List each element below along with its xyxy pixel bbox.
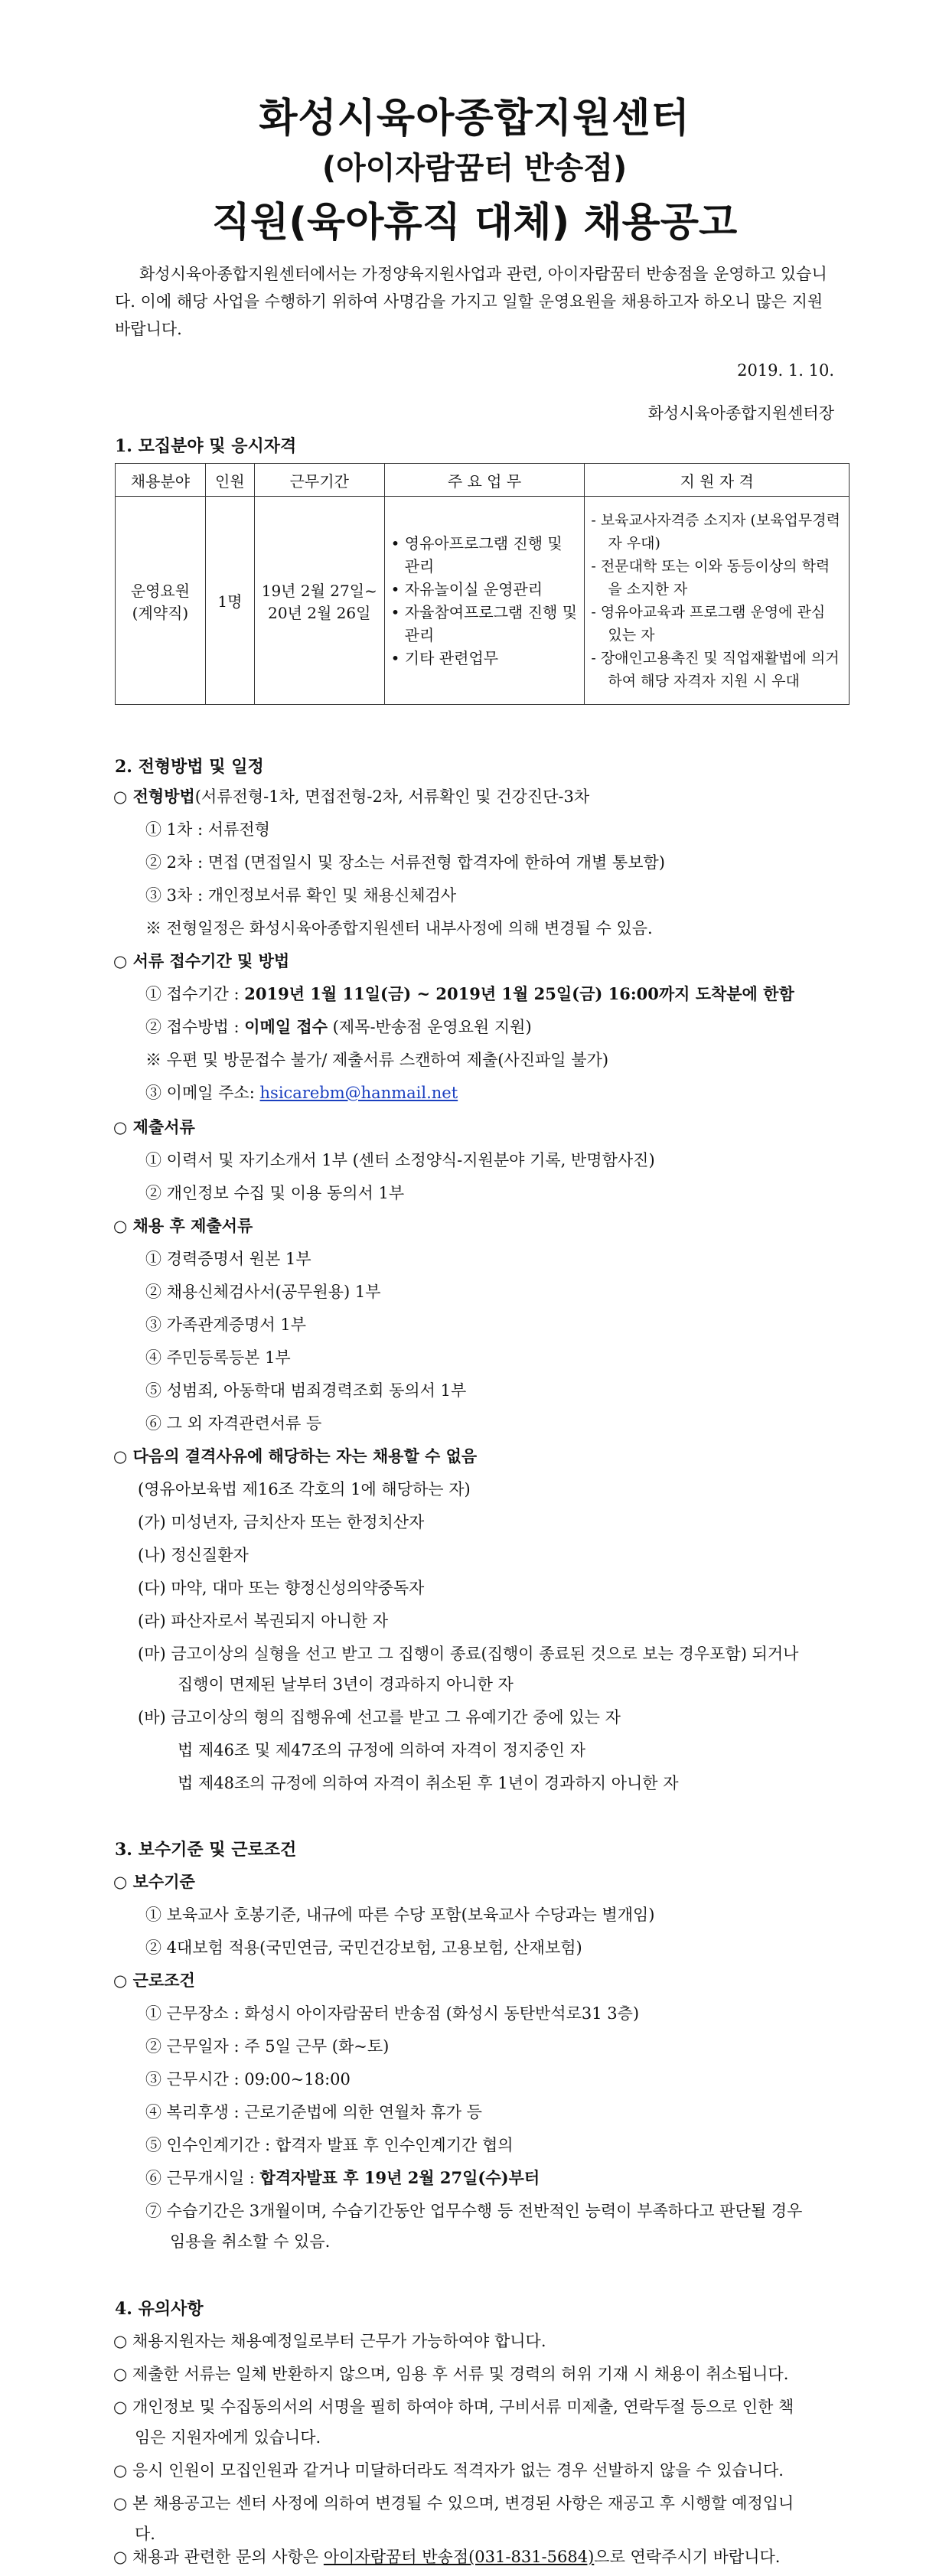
condition-item-7: ⑦ 수습기간은 3개월이며, 수습기간동안 업무수행 등 전반적인 능력이 부족하다고 판단될 경우 xyxy=(145,2202,803,2220)
start-date-value: 합격자발표 후 19년 2월 27일(수)부터 xyxy=(259,2168,540,2187)
disqualification-item-ba: (바) 금고이상의 형의 집행유예 선고를 받고 그 유예기간 중에 있는 자 xyxy=(138,1708,621,1727)
disqualification-item-ra: (라) 파산자로서 복권되지 아니한 자 xyxy=(138,1612,389,1630)
notice-title: 직원(육아휴직 대체) 채용공고 xyxy=(211,200,738,246)
list-item: - 전문대학 또는 이와 동등이상의 학력을 소지한 자 xyxy=(591,557,830,598)
submission-period-line xyxy=(145,982,794,1005)
section-2-title: 2. 전형방법 및 일정 xyxy=(115,757,264,777)
intro-paragraph: 화성시육아종합지원센터에서는 가정양육지원사업과 관련, 아이자람꿈터 반송점을 운영하고 있습니다. 이에 해당 사업을 수행하기 위하여 사명감을 가지고 일할 운영요원을 채용하고자 하오니 많은 지원 바랍니다. xyxy=(115,265,827,338)
method-label: ○ 전형방법 xyxy=(113,787,195,806)
duty-list xyxy=(391,532,579,670)
list-item: • 자율참여프로그램 진행 및 관리 xyxy=(390,602,578,644)
cell-qualifications xyxy=(585,497,850,705)
list-item: • 자유놀이실 운영관리 xyxy=(390,579,543,598)
pay-title: ○ 보수기준 xyxy=(113,1872,195,1891)
section-3-title: 3. 보수기준 및 근로조건 xyxy=(115,1840,297,1860)
method-detail: (서류전형-1차, 면접전형-2차, 서류확인 및 건강진단-3차 xyxy=(194,787,590,806)
center-title: 화성시육아종합지원센터 xyxy=(259,96,690,142)
list-item: - 장애인고용촉진 및 직업재활법에 의거하여 해당 자격자 지원 시 우대 xyxy=(591,649,840,690)
cell-period xyxy=(254,497,384,705)
disqualification-item-na: (나) 정신질환자 xyxy=(138,1546,249,1564)
submission-method-label: ② 접수방법 : xyxy=(145,1018,245,1036)
qualification-list xyxy=(591,509,843,693)
notice-item-3: ○ 개인정보 및 수집동의서의 서명을 필히 하여야 하며, 구비서류 미제출, 연락두절 등으로 인한 책 xyxy=(113,2398,794,2416)
notice-item-1: ○ 채용지원자는 채용예정일로부터 근무가 가능하여야 합니다. xyxy=(113,2332,546,2350)
contact-pre: ○ 채용과 관련한 문의 사항은 xyxy=(113,2548,324,2566)
condition-item-6 xyxy=(145,2166,540,2189)
pay-item-1: ① 보육교사 호봉기준, 내규에 따른 수당 포함(보육교사 수당과는 별개임) xyxy=(145,1906,655,1924)
condition-item-5: ⑤ 인수인계기간 : 합격자 발표 후 인수인계기간 협의 xyxy=(145,2136,514,2154)
condition-item-1: ① 근무장소 : 화성시 아이자람꿈터 반송점 (화성시 동탄반석로31 3층) xyxy=(145,2004,640,2023)
method-step-3: ③ 3차 : 개인정보서류 확인 및 채용신체검사 xyxy=(145,886,457,905)
contact-post: 으로 연락주시기 바랍니다. xyxy=(594,2548,781,2566)
disqualification-item-ma-cont: 집행이 면제된 날부터 3년이 경과하지 아니한 자 xyxy=(178,1675,514,1694)
submission-method-value: 이메일 접수 xyxy=(244,1017,328,1036)
notice-item-3-cont: 임은 지원자에게 있습니다. xyxy=(135,2428,321,2447)
disqualification-item-ma: (마) 금고이상의 실형을 선고 받고 그 집행이 종료(집행이 종료된 것으로 보는 경우포함) 되거나 xyxy=(138,1645,799,1663)
email-line xyxy=(145,1081,458,1104)
field-type: (계약직) xyxy=(132,603,189,622)
disqualification-title: ○ 다음의 결격사유에 해당하는 자는 채용할 수 없음 xyxy=(113,1446,478,1466)
field-name: 운영요원 xyxy=(130,581,191,600)
header-qualifications: 지 원 자 격 xyxy=(585,464,850,497)
condition-item-7-cont: 임용을 취소할 수 있음. xyxy=(170,2232,331,2251)
period-end: 20년 2월 26일 xyxy=(268,603,371,622)
table-header-row xyxy=(116,464,850,497)
list-item: • 영유아프로그램 진행 및 관리 xyxy=(390,533,563,576)
after-hire-item-3: ③ 가족관계증명서 1부 xyxy=(145,1316,306,1334)
branch-subtitle: (아이자람꿈터 반송점) xyxy=(321,151,628,186)
table-row xyxy=(116,497,850,705)
condition-item-3: ③ 근무시간 : 09:00~18:00 xyxy=(145,2070,351,2089)
conditions-title: ○ 근로조건 xyxy=(113,1971,195,1990)
list-item: - 영유아교육과 프로그램 운영에 관심 있는 자 xyxy=(591,603,826,644)
start-date-label: ⑥ 근무개시일 : xyxy=(145,2169,260,2187)
list-item: - 보육교사자격증 소지자 (보육업무경력자 우대) xyxy=(591,511,840,552)
header-period: 근무기간 xyxy=(254,464,384,497)
method-note: ※ 전형일정은 화성시육아종합지원센터 내부사정에 의해 변경될 수 있음. xyxy=(145,919,653,937)
section-4-title: 4. 유의사항 xyxy=(115,2299,204,2319)
email-link[interactable]: hsicarebm@hanmail.net xyxy=(259,1084,458,1102)
method-step-2: ② 2차 : 면접 (면접일시 및 장소는 서류전형 합격자에 한하여 개별 통보함) xyxy=(145,853,665,872)
notice-item-5-cont: 다. xyxy=(135,2525,155,2543)
after-hire-item-6: ⑥ 그 외 자격관련서류 등 xyxy=(145,1414,322,1433)
document-item-2: ② 개인정보 수집 및 이용 동의서 1부 xyxy=(145,1184,405,1202)
method-line xyxy=(113,784,589,807)
submission-title: ○ 서류 접수기간 및 방법 xyxy=(113,951,290,970)
recruitment-table xyxy=(115,463,850,705)
header-duties: 주 요 업 무 xyxy=(384,464,585,497)
cell-count: 1명 xyxy=(205,497,254,705)
email-label: ③ 이메일 주소: xyxy=(145,1084,260,1102)
after-hire-item-1: ① 경력증명서 원본 1부 xyxy=(145,1250,311,1268)
disqualification-item-da: (다) 마약, 대마 또는 향정신성의약중독자 xyxy=(138,1579,425,1597)
after-hire-item-2: ② 채용신체검사서(공무원용) 1부 xyxy=(145,1283,381,1301)
submission-method-rest: (제목-반송점 운영요원 지원) xyxy=(328,1018,532,1036)
header-field: 채용분야 xyxy=(116,464,206,497)
submission-note: ※ 우편 및 방문접수 불가/ 제출서류 스캔하여 제출(사진파일 불가) xyxy=(145,1051,609,1069)
documents-title: ○ 제출서류 xyxy=(113,1117,195,1136)
notice-item-5: ○ 본 채용공고는 센터 사정에 의하여 변경될 수 있으며, 변경된 사항은 재공고 후 시행할 예정입니 xyxy=(113,2494,794,2512)
submission-period-label: ① 접수기간 : xyxy=(145,985,245,1003)
cell-duties xyxy=(384,497,585,705)
notice-item-2: ○ 제출한 서류는 일체 반환하지 않으며, 임용 후 서류 및 경력의 허위 기재 시 채용이 취소됩니다. xyxy=(113,2365,789,2383)
list-item: • 기타 관련업무 xyxy=(390,648,499,667)
period-start: 19년 2월 27일~ xyxy=(261,581,377,600)
condition-item-4: ④ 복리후생 : 근로기준법에 의한 연월차 휴가 등 xyxy=(145,2103,482,2121)
document-item-1: ① 이력서 및 자기소개서 1부 (센터 소정양식-지원분야 기록, 반명함사진) xyxy=(145,1151,655,1169)
notice-date: 2019. 1. 10. xyxy=(737,361,834,380)
disqualification-item-ga: (가) 미성년자, 금치산자 또는 한정치산자 xyxy=(138,1513,425,1531)
section-1-title: 1. 모집분야 및 응시자격 xyxy=(115,436,297,456)
submission-period-value: 2019년 1월 11일(금) ~ 2019년 1월 25일(금) 16:00까지 도착분에 한함 xyxy=(244,984,794,1003)
pay-item-2: ② 4대보험 적용(국민연금, 국민건강보험, 고용보험, 산재보험) xyxy=(145,1939,582,1957)
disqualification-item-ba-cont-2: 법 제48조의 규정에 의하여 자격이 취소된 후 1년이 경과하지 아니한 자 xyxy=(178,1774,679,1792)
after-hire-title: ○ 채용 후 제출서류 xyxy=(113,1216,253,1235)
notice-item-4: ○ 응시 인원이 모집인원과 같거나 미달하더라도 적격자가 없는 경우 선발하지 않을 수 있습니다. xyxy=(113,2461,784,2480)
disqualification-item-ba-cont-1: 법 제46조 및 제47조의 규정에 의하여 자격이 정지중인 자 xyxy=(178,1741,585,1759)
method-step-1: ① 1차 : 서류전형 xyxy=(145,820,270,839)
notice-signature: 화성시육아종합지원센터장 xyxy=(647,404,834,422)
notice-item-6 xyxy=(113,2545,780,2568)
disqualification-basis: (영유아보육법 제16조 각호의 1에 해당하는 자) xyxy=(138,1480,471,1498)
after-hire-item-5: ⑤ 성범죄, 아동학대 범죄경력조회 동의서 1부 xyxy=(145,1381,467,1400)
contact-phone: 아이자람꿈터 반송점(031-831-5684) xyxy=(323,2548,595,2566)
header-count: 인원 xyxy=(205,464,254,497)
cell-field xyxy=(116,497,206,705)
submission-method-line xyxy=(145,1015,532,1038)
condition-item-2: ② 근무일자 : 주 5일 근무 (화~토) xyxy=(145,2037,390,2056)
after-hire-item-4: ④ 주민등록등본 1부 xyxy=(145,1348,291,1367)
